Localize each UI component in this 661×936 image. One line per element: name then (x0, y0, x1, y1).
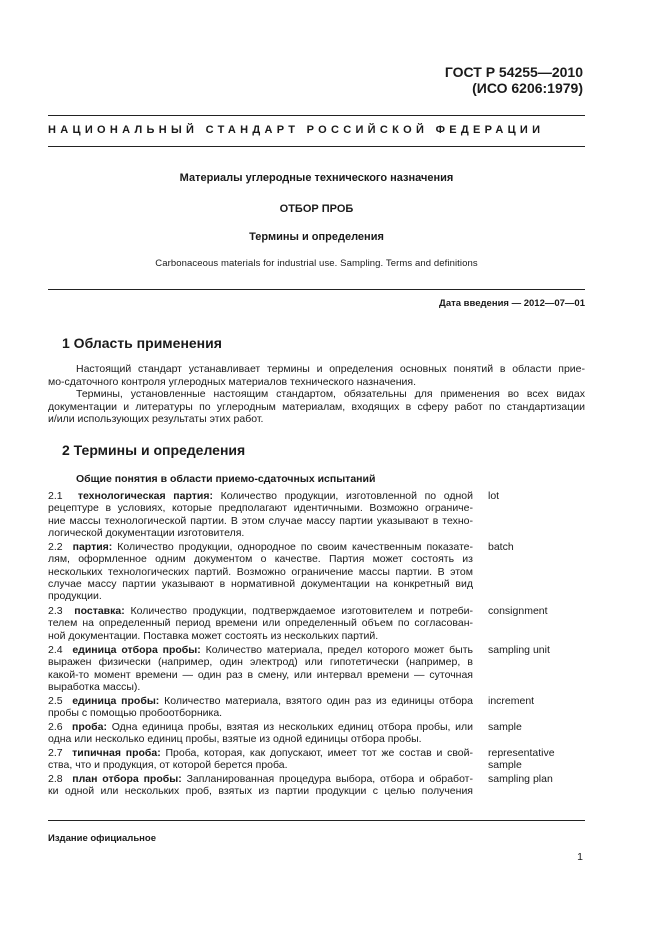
document-subtitle: ОТБОР ПРОБ (279, 203, 354, 215)
paragraph-line: Термины, установленные настоящим стандартом, обязательны для применения во всех видах (76, 388, 585, 400)
term-name: технологическая партия: (77, 490, 213, 502)
term-english: increment (488, 695, 535, 707)
term-definition-line: одна или несколько единиц пробы, взятые из одной единицы отбора пробы. (48, 733, 422, 746)
term-entry (48, 541, 473, 602)
term-definition-line: выработка массы). (48, 680, 141, 693)
term-definition-line: пробы с помощью пробоотборника. (48, 707, 223, 720)
term-entry (48, 773, 473, 798)
term-entry (48, 747, 473, 772)
term-definition-line: ние массы технологической партии. В этом случае массу партии указывают в техно- (48, 514, 473, 527)
term-definition-line: Количество продукции, изготовленной по одной (220, 490, 473, 502)
standard-code-line1: ГОСТ Р 54255—2010 (444, 64, 583, 80)
term-name: поставка: (74, 605, 125, 617)
term-number: 2.5 (48, 695, 63, 707)
section2-subheading: Общие понятия в области приемо-сдаточных испытаний (76, 473, 376, 485)
section1-paragraph2 (48, 388, 585, 426)
term-definition-line: нескольких технологических партий. Возможно ограничение массы партии. В этом (48, 565, 473, 578)
term-definition-line: случае массу партии указывают в нормативной документации на конкретный вид (48, 577, 473, 590)
term-definition-line: ства, что и продукция, от которой берется проба. (48, 759, 288, 772)
term-definition-line: Количество продукции, подтверждаемое изготовителем и потреби- (130, 605, 473, 617)
term-english-line: representative (488, 747, 555, 759)
term-definition-line: Проба, которая, как допускают, имеет тот же состав и свой- (165, 747, 473, 759)
term-english: sampling plan (488, 773, 553, 785)
term-number: 2.1 (48, 490, 63, 502)
standard-code-line2: (ИСО 6206:1979) (472, 80, 583, 96)
term-definition-line: продукции. (48, 590, 102, 603)
page-number: 1 (577, 851, 583, 863)
term-name: план отбора пробы: (72, 773, 182, 785)
term-number: 2.7 (48, 747, 63, 759)
term-definition-line: телем на определенный период времени или определенный объем по согласован- (48, 617, 473, 630)
term-name: партия: (72, 541, 113, 553)
term-english: lot (488, 490, 500, 502)
term-definition-line: ной документации. Поставка может состоять из нескольких партий. (48, 629, 379, 642)
term-definition-line: какой-то момент времени — один раз в смену, или интервал времени — суточная (48, 668, 473, 681)
term-english: consignment (488, 605, 548, 617)
term-definition-line: Количество материала, взятого один раз из единицы отбора (164, 695, 473, 707)
term-definition-line: Запланированная процедура выбора, отбора и обработ- (186, 773, 473, 785)
term-definition-line: Одна единица пробы, взятая из нескольких единиц отбора пробы, или (111, 721, 473, 733)
term-number: 2.4 (48, 644, 63, 656)
term-definition-line: логической документации изготовителя. (48, 526, 245, 539)
term-english-line: sample (488, 759, 522, 772)
official-edition-note: Издание официальное (48, 833, 156, 844)
footer-rule (48, 820, 585, 821)
term-name: единица отбора пробы: (72, 644, 201, 656)
term-entry (48, 490, 473, 539)
standard-code (445, 64, 583, 96)
term-number: 2.8 (48, 773, 63, 785)
term-definition-line: Количество материала, предел которого может быть (205, 644, 473, 656)
paragraph-line: и/или использующих результаты этих работ. (48, 413, 264, 425)
effective-date: Дата введения — 2012—07—01 (439, 298, 585, 309)
term-definition-line: лям, оформленное одним документом о качестве. Партия может состоять из (48, 553, 473, 566)
term-definition-line: ки одной или нескольких проб, взятых из партии продукции с целью получения (48, 785, 473, 798)
paragraph-line: Настоящий стандарт устанавливает термины и определения основных понятий в области прие- (76, 363, 585, 375)
term-definition-line: выражен физически (например, один электрод) или гипотетически (например, в (48, 656, 473, 669)
document-subtitle-2: Термины и определения (249, 231, 384, 243)
term-entry (48, 644, 473, 693)
term-name: типичная проба: (72, 747, 161, 759)
section1-heading: 1 Область применения (62, 335, 222, 351)
section1-paragraph1 (48, 363, 585, 388)
term-english: sampling unit (488, 644, 550, 656)
term-number: 2.6 (48, 721, 63, 733)
section2-heading: 2 Термины и определения (62, 442, 246, 458)
document-title: Материалы углеродные технического назначения (179, 172, 454, 184)
paragraph-line: документации и литературы по углеродным материалам, входящих в сферу работ по стандартизации (48, 400, 585, 413)
term-name: единица пробы: (72, 695, 160, 707)
paragraph-line: мо-сдаточного контроля углеродных материалов технического назначения. (48, 375, 417, 388)
term-entry (48, 695, 473, 720)
term-name: проба: (72, 721, 108, 733)
term-number: 2.2 (48, 541, 63, 553)
term-definition-line: Количество продукции, однородное по своим качественным показате- (117, 541, 473, 553)
national-standard-banner: НАЦИОНАЛЬНЫЙ СТАНДАРТ РОССИЙСКОЙ ФЕДЕРАЦИИ (48, 124, 545, 136)
english-title: Carbonaceous materials for industrial use. Sampling. Terms and definitions (155, 258, 478, 269)
term-english: batch (488, 541, 514, 553)
title-rule (48, 289, 585, 290)
banner-rule (48, 146, 585, 147)
term-entry (48, 721, 473, 746)
term-entry (48, 605, 473, 642)
term-english: sample (488, 721, 522, 733)
term-number: 2.3 (48, 605, 63, 617)
top-rule (48, 115, 585, 116)
term-english (488, 747, 555, 772)
term-definition-line: рецептуре в условиях, которые предполагают идентичными. Возможно ограниче- (48, 502, 473, 515)
